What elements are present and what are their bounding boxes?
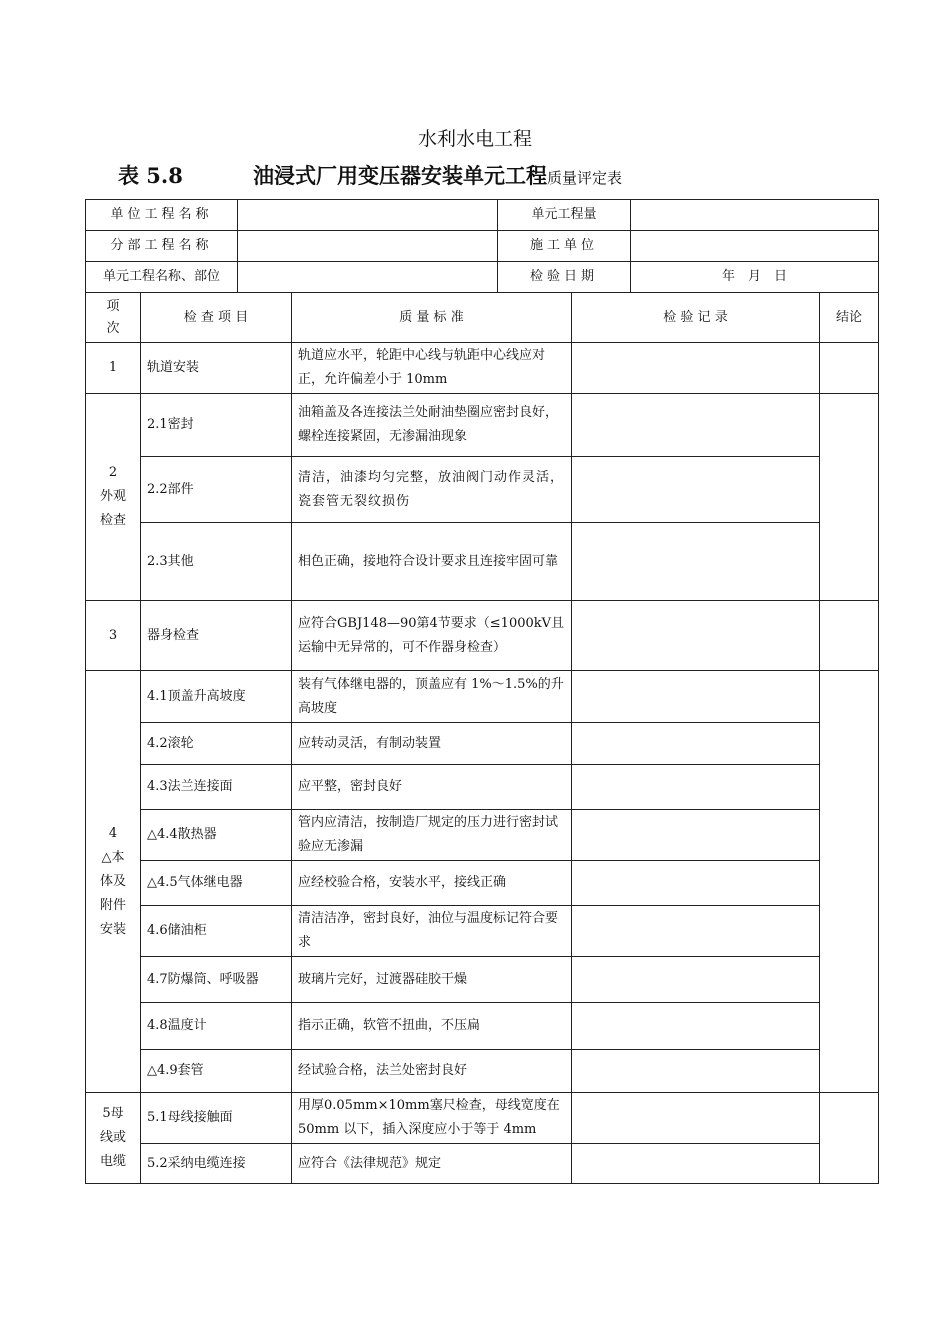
row-record[interactable]	[572, 957, 820, 1003]
inspect-date-value[interactable]: 年 月 日	[631, 262, 879, 293]
table-row	[86, 394, 879, 457]
row-standard: 指示正确，软管不扭曲，不压扁	[292, 1003, 572, 1050]
unit-qty-value[interactable]	[631, 200, 879, 231]
row-item: 4.1顶盖升高坡度	[141, 671, 292, 723]
row-standard: 应转动灵活，有制动装置	[292, 723, 572, 765]
row-standard: 清洁，油漆均匀完整，放油阀门动作灵活，瓷套管无裂纹损伤	[292, 457, 572, 523]
form-title	[118, 160, 818, 190]
row-standard: 应经校验合格，安装水平，接线正确	[292, 861, 572, 906]
row-standard: 玻璃片完好，过渡器硅胶干燥	[292, 957, 572, 1003]
col-conclusion: 结论	[820, 293, 879, 343]
table-row	[86, 1093, 879, 1144]
inspect-date-label: 检验日期	[498, 262, 631, 293]
row-standard: 应符合GBJ148—90第4节要求（≤1000kV且运输中无异常的，可不作器身检查）	[292, 601, 572, 671]
row-record[interactable]	[572, 810, 820, 861]
row-record[interactable]	[572, 723, 820, 765]
row-item: △4.5气体继电器	[141, 861, 292, 906]
col-no: 项 次	[86, 293, 141, 343]
row-standard: 油箱盖及各连接法兰处耐油垫圈应密封良好，螺栓连接紧固，无渗漏油现象	[292, 394, 572, 457]
group-conclusion[interactable]	[820, 671, 879, 1093]
row-item: 4.8温度计	[141, 1003, 292, 1050]
table-row	[86, 671, 879, 723]
group-no: 4 △本 体及 附件 安装	[86, 671, 141, 1093]
construction-unit-value[interactable]	[631, 231, 879, 262]
info-row	[86, 200, 879, 231]
row-item: 5.1母线接触面	[141, 1093, 292, 1144]
unit-name-label: 单位工程名称	[86, 200, 238, 231]
row-record[interactable]	[572, 343, 820, 394]
row-no: 1	[86, 343, 141, 394]
row-item: △4.4散热器	[141, 810, 292, 861]
row-standard: 装有气体继电器的，顶盖应有 1%～1.5%的升高坡度	[292, 671, 572, 723]
column-header-row	[86, 293, 879, 343]
group-conclusion[interactable]	[820, 1093, 879, 1184]
row-record[interactable]	[572, 394, 820, 457]
row-record[interactable]	[572, 765, 820, 810]
table-row	[86, 723, 879, 765]
row-standard: 用厚0.05mm×10mm塞尺检查，母线宽度在 50mm 以下，插入深度应小于等于 4mm	[292, 1093, 572, 1144]
row-standard: 管内应清洁，按制造厂规定的压力进行密封试验应无渗漏	[292, 810, 572, 861]
table-row	[86, 601, 879, 671]
row-conclusion[interactable]	[820, 601, 879, 671]
row-item: 轨道安装	[141, 343, 292, 394]
sub-name-value[interactable]	[238, 231, 498, 262]
row-record[interactable]	[572, 457, 820, 523]
row-standard: 经试验合格，法兰处密封良好	[292, 1050, 572, 1093]
table-row	[86, 523, 879, 601]
table-row	[86, 957, 879, 1003]
element-name-value[interactable]	[238, 262, 498, 293]
row-record[interactable]	[572, 1093, 820, 1144]
table-row	[86, 343, 879, 394]
table-row	[86, 1144, 879, 1184]
row-item: 5.2采纳电缆连接	[141, 1144, 292, 1184]
table-row	[86, 1050, 879, 1093]
group-conclusion[interactable]	[820, 394, 879, 601]
row-standard: 清洁洁净，密封良好，油位与温度标记符合要求	[292, 906, 572, 957]
row-standard: 轨道应水平，轮距中心线与轨距中心线应对正，允许偏差小于 10mm	[292, 343, 572, 394]
table-row	[86, 810, 879, 861]
row-conclusion[interactable]	[820, 343, 879, 394]
col-item: 检 查 项 目	[141, 293, 292, 343]
row-item: 器身检查	[141, 601, 292, 671]
row-item: 4.3法兰连接面	[141, 765, 292, 810]
table-row	[86, 457, 879, 523]
info-table	[85, 199, 879, 293]
row-item: △4.9套管	[141, 1050, 292, 1093]
table-row	[86, 1003, 879, 1050]
row-item: 4.6储油柜	[141, 906, 292, 957]
row-record[interactable]	[572, 861, 820, 906]
row-record[interactable]	[572, 523, 820, 601]
col-standard: 质 量 标 准	[292, 293, 572, 343]
table-row	[86, 765, 879, 810]
col-record: 检 验 记 录	[572, 293, 820, 343]
table-row	[86, 906, 879, 957]
row-item: 2.3其他	[141, 523, 292, 601]
row-record[interactable]	[572, 671, 820, 723]
row-record[interactable]	[572, 1050, 820, 1093]
row-record[interactable]	[572, 1144, 820, 1184]
info-row	[86, 262, 879, 293]
inspection-table	[85, 292, 879, 1184]
table-row	[86, 861, 879, 906]
table-title	[253, 160, 622, 190]
unit-qty-label: 单元工程量	[498, 200, 631, 231]
row-item: 4.7防爆筒、呼吸器	[141, 957, 292, 1003]
table-title-main: 油浸式厂用变压器安装单元工程	[253, 163, 547, 188]
table-title-suffix: 质量评定表	[547, 169, 623, 187]
row-record[interactable]	[572, 906, 820, 957]
row-item: 4.2滚轮	[141, 723, 292, 765]
row-standard: 相色正确，接地符合设计要求且连接牢固可靠	[292, 523, 572, 601]
unit-name-value[interactable]	[238, 200, 498, 231]
row-item: 2.2部件	[141, 457, 292, 523]
row-record[interactable]	[572, 1003, 820, 1050]
table-number: 表 5.8	[118, 163, 183, 188]
row-standard: 应平整，密封良好	[292, 765, 572, 810]
sub-name-label: 分部工程名称	[86, 231, 238, 262]
header-top-title: 水利水电工程	[417, 128, 532, 150]
construction-unit-label: 施工单位	[498, 231, 631, 262]
element-name-label: 单元工程名称、部位	[86, 262, 238, 293]
info-row	[86, 231, 879, 262]
row-standard: 应符合《法律规范》规定	[292, 1144, 572, 1184]
row-record[interactable]	[572, 601, 820, 671]
row-no: 3	[86, 601, 141, 671]
group-no: 2 外观 检查	[86, 394, 141, 601]
group-no: 5母 线或 电缆	[86, 1093, 141, 1184]
row-item: 2.1密封	[141, 394, 292, 457]
